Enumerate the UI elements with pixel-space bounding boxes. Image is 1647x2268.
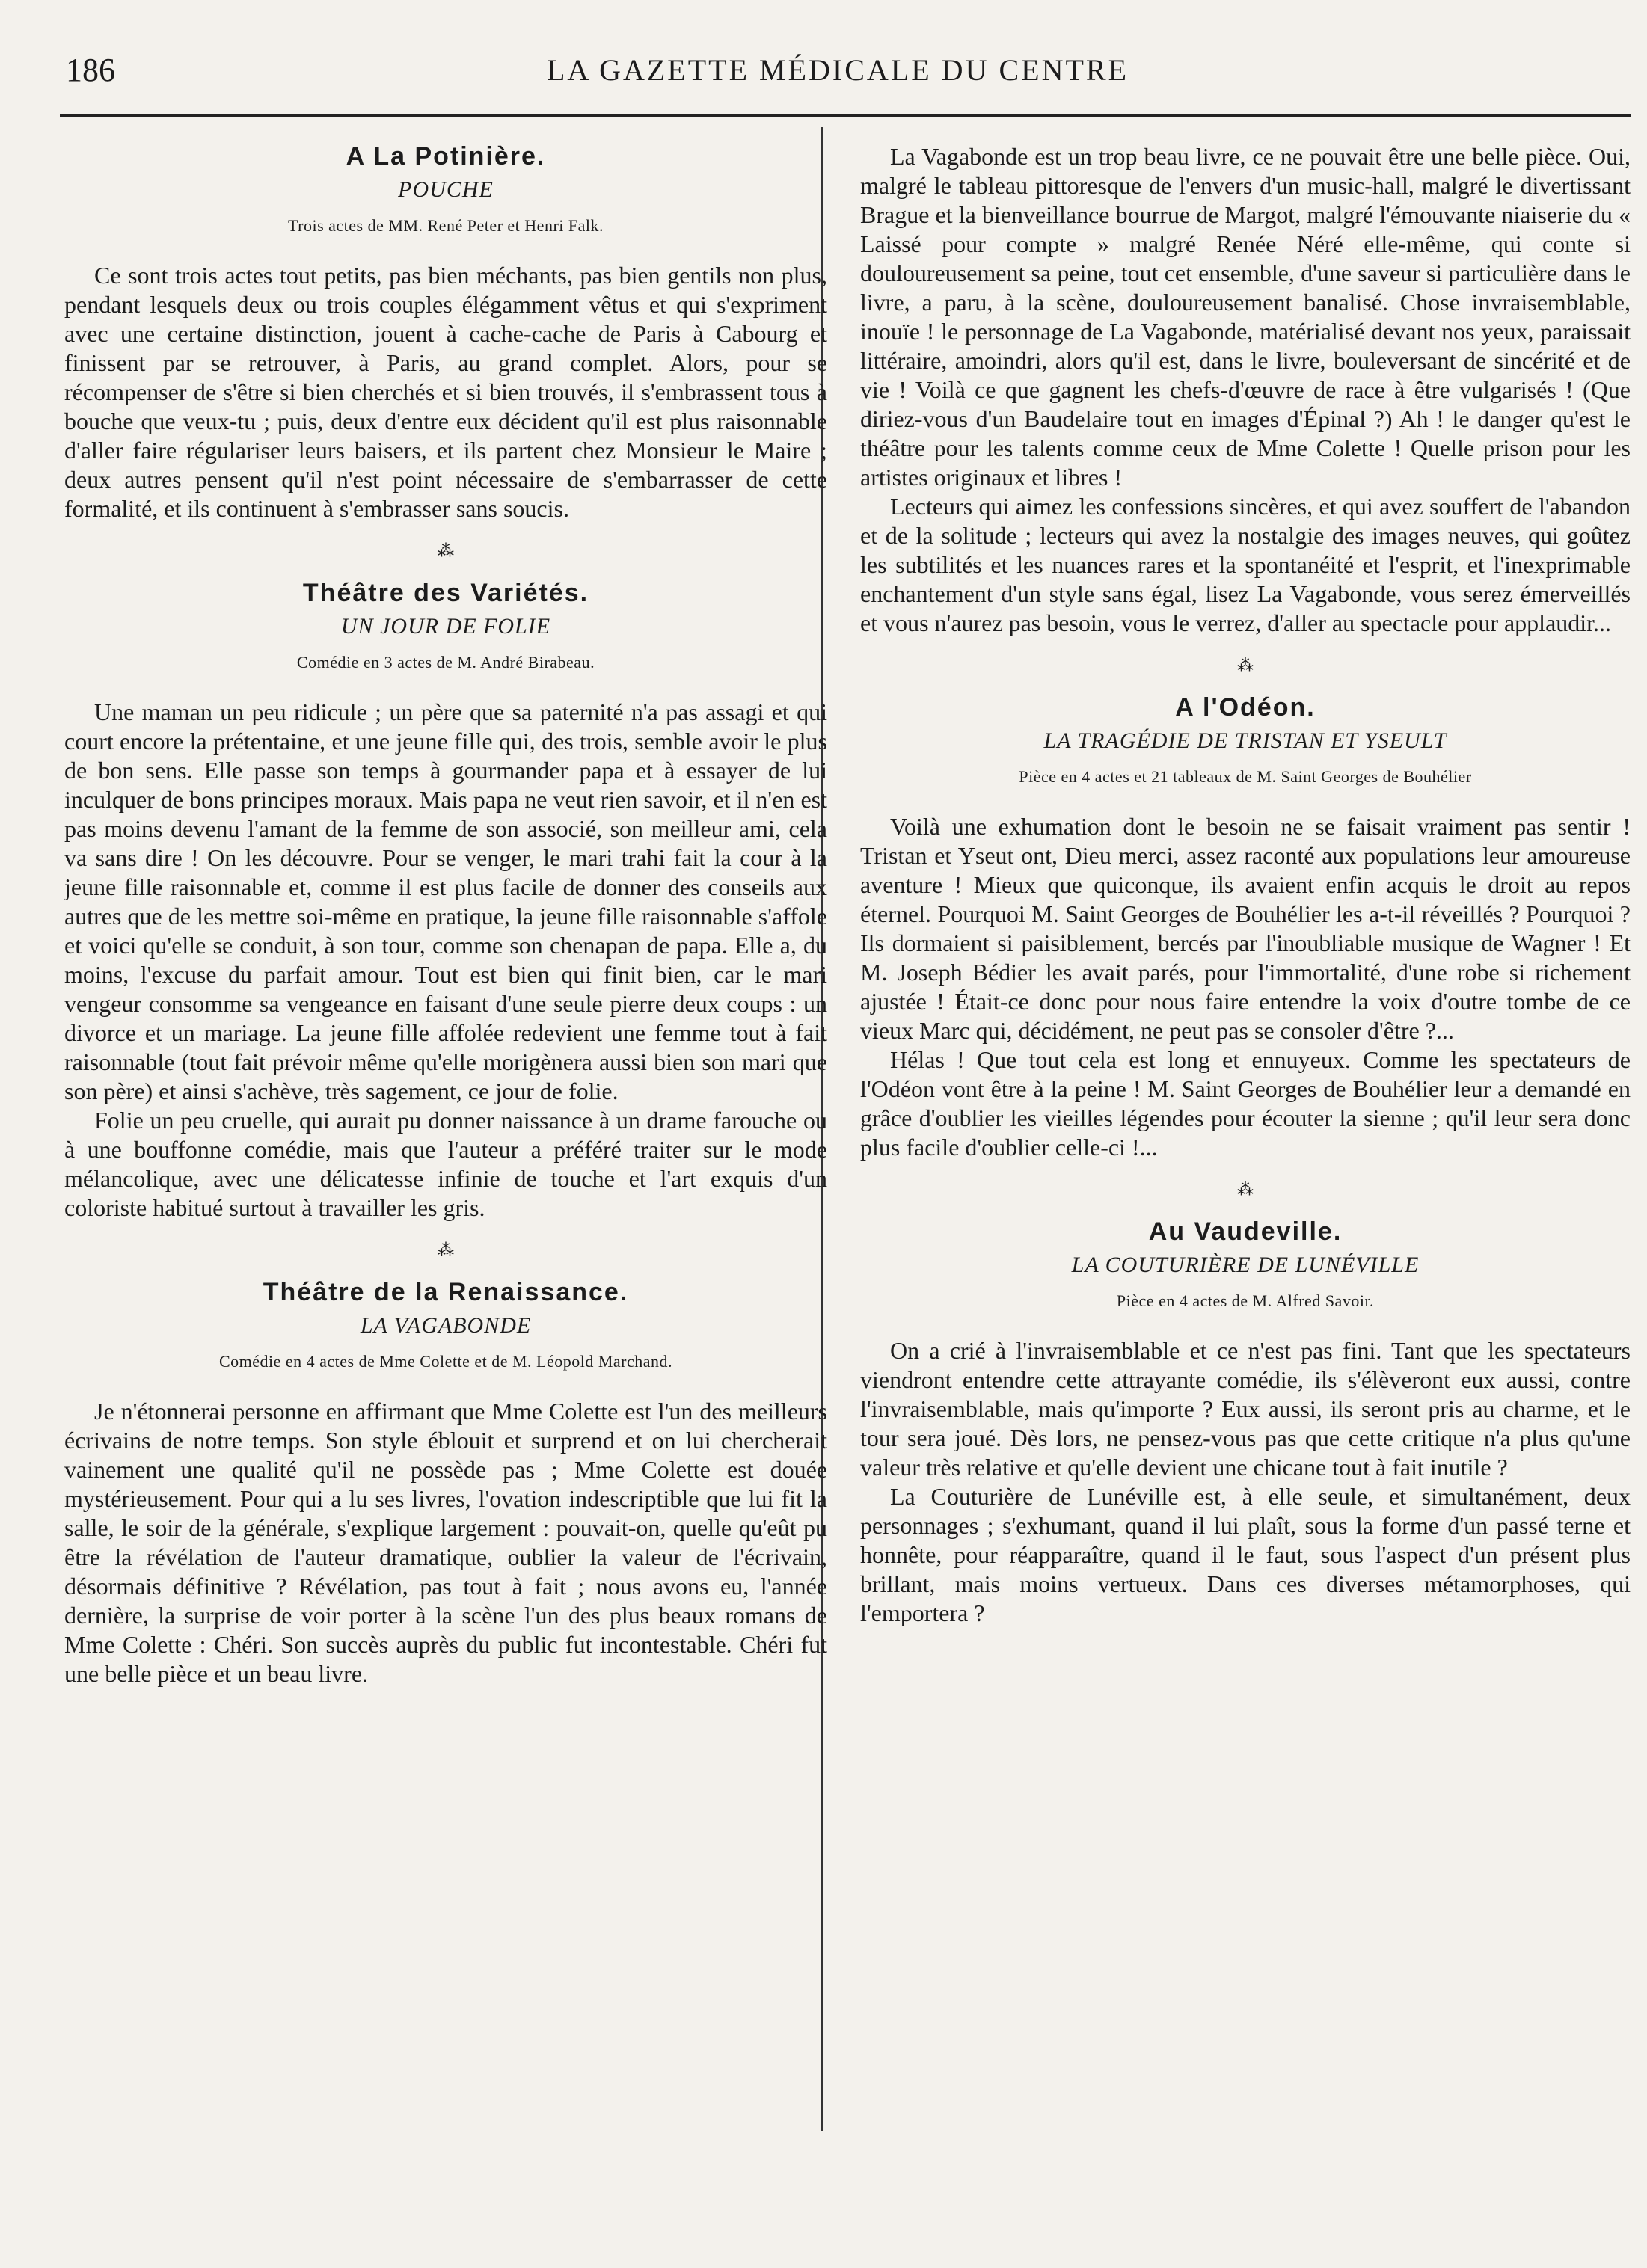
section-heading: Théâtre de la Renaissance. [263,1278,629,1306]
play-title: LA VAGABONDE [360,1313,532,1338]
review-paragraph: Ce sont trois actes tout petits, pas bien méchants, pas bien gentils non plus, pendant lesquels deux ou trois couples élégamment vêtus et qui s'expriment avec une certaine distinction, jouent à cache-cache de Paris à Cabourg et finissent par se retrouver, à Paris, au grand complet. Alors, pour se récompenser de s'être si bien cherchés et si bien trouvés, il s'embrassent tous à bouche que veux-tu ; puis, deux d'entre eux décident qu'il est plus raisonnable d'aller faire régulariser leurs baisers, et ils partent chez Monsieur le Maire ; deux autres pensent qu'il n'est point nécessaire de s'embarrasser de cette formalité, et ils continuent à s'embrasser sans soucis. [64,262,827,522]
play-credit: Comédie en 4 actes de Mme Colette et de M. Léopold Marchand. [218,1352,673,1371]
review-potiniere [64,142,827,523]
review-vaudeville [860,1217,1631,1628]
review-paragraph: On a crié à l'invraisemblable et ce n'est pas fini. Tant que les spectateurs viendront entendre cette attrayante comédie, ils s'élèveront eux aussi, contre l'invraisemblable, mais qu'importe ? Eux aussi, ils seront pris au charme, et le tour sera joué. Dès lors, ne pensez-vous pas que cette critique n'a plus qu'une valeur très relative et qu'elle devient une chicane tout à fait inutile ? [860,1337,1631,1481]
section-heading: A La Potinière. [346,142,546,170]
left-column [64,142,827,1688]
section-heading: A l'Odéon. [1175,693,1316,722]
review-odeon [860,693,1631,1162]
page-header [60,45,1616,97]
play-credit: Pièce en 4 actes et 21 tableaux de M. Saint Georges de Bouhélier [1019,767,1472,786]
play-title: LA TRAGÉDIE DE TRISTAN ET YSEULT [1043,728,1447,753]
play-credit: Pièce en 4 actes de M. Alfred Savoir. [1116,1291,1375,1310]
review-paragraph: Une maman un peu ridicule ; un père que sa paternité n'a pas assagi et qui court encore la prétentaine, et une jeune fille qui, des trois, semble avoir le plus de bon sens. Elle passe son temps à gourmander papa et à essayer de lui inculquer de bons principes moraux. Mais papa ne veut rien savoir, et il n'en est pas moins devenu l'amant de la femme de son associé, son meilleur ami, cela va sans dire ! On les découvre. Pour se venger, le mari trahi fait la cour à la jeune fille raisonnable et, comme il est plus facile de donner des conseils aux autres que de les mettre soi-même en pratique, la jeune fille raisonnable s'affole et voici qu'elle se conduit, à son tour, comme son chenapan de papa. Elle a, du moins, l'excuse du parfait amour. Tout est bien qui finit bien, car le mari vengeur consomme sa vengeance en faisant d'une seule pierre deux coups : un divorce et un mariage. La jeune fille affolée redevient une femme tout à fait raisonnable (tout fait prévoir même qu'elle morigènera aussi bien son mari que son père) et ainsi s'achève, très sagement, ce jour de folie. [64,698,827,1104]
review-paragraph: Je n'étonnerai personne en affirmant que Mme Colette est l'un des meilleurs écrivains de notre temps. Son style éblouit et surprend et on lui chercherait vainement une qualité qu'il ne possède pas ; Mme Colette est douée mystérieusement. Pour qui a lu ses livres, l'ovation indescriptible que lui fit la salle, le soir de la générale, s'explique largement : pouvait-on, quelle qu'eût pu être la révélation de l'auteur dramatique, oublier la valeur de l'écrivain, désormais définitive ? Révélation, pas tout à fait ; nous avons eu, l'année dernière, la surprise de voir porter à la scène l'un des plus beaux romans de Mme Colette : Chéri. Son succès auprès du public fut incontestable. Chéri fut une belle pièce et un beau livre. [64,1398,827,1687]
review-paragraph: Hélas ! Que tout cela est long et ennuyeux. Comme les spectateurs de l'Odéon vont être à la peine ! M. Saint Georges de Bouhélier leur a demandé en grâce d'oublier les vieilles légendes pour écouter la sienne ; qu'il leur sera donc plus facile d'oublier celle-ci !... [860,1046,1631,1161]
section-separator: ⁂ [438,541,454,560]
play-title: UN JOUR DE FOLIE [340,614,551,639]
review-paragraph: Voilà une exhumation dont le besoin ne se faisait vraiment pas sentir ! Tristan et Yseut ont, Dieu merci, assez raconté aux populations leur amoureuse aventure ! Mieux que quiconque, ils avaient enfin acquis le droit au repos éternel. Pourquoi M. Saint Georges de Bouhélier les a-t-il réveillés ? Pourquoi ? Ils dormaient si paisiblement, bercés par l'inoubliable musique de Wagner ! Et M. Joseph Bédier les avait parés, pour l'immortalité, d'une robe si richement ajustée ! Était-ce donc pour nous faire entendre la voix d'outre tombe de ce vieux Marc qui, décidément, ne peut pas se consoler d'être ?... [860,813,1631,1044]
play-title: POUCHE [398,177,494,202]
play-credit: Trois actes de MM. René Peter et Henri Falk. [287,216,604,235]
review-paragraph: La Couturière de Lunéville est, à elle seule, et simultanément, deux personnages ; s'exhumant, quand il lui plaît, sous la forme d'un passé terne et honnête, pour réapparaître, quand il le faut, sous l'aspect d'un présent plus brillant, mais moins vertueux. Dans ces diverses métamorphoses, qui l'emportera ? [860,1483,1631,1626]
review-paragraph: Folie un peu cruelle, qui aurait pu donner naissance à un drame farouche ou à une bouffonne comédie, mais que l'auteur a préféré traiter sur le mode mélancolique, avec une délicatesse infinie de touche et l'art exquis d'un coloriste habitué surtout à travailler les gris. [64,1107,827,1221]
page-number: 186 [66,52,115,88]
review-paragraph: Lecteurs qui aimez les confessions sincères, et qui avez souffert de l'abandon et de la solitude ; lecteurs qui avez la nostalgie des images neuves, qui goûtez les subtilités et les nuances rares et la spontanéité et l'esprit, et l'inexprimable enchantement d'un style sans égal, lisez La Vagabonde, vous serez émerveillés et vous n'aurez pas besoin, vous le verrez, d'aller au spectacle pour applaudir... [860,493,1631,636]
section-separator: ⁂ [1237,1180,1254,1199]
section-separator: ⁂ [1237,656,1254,674]
play-title: LA COUTURIÈRE DE LUNÉVILLE [1071,1253,1420,1277]
right-column [860,142,1631,1628]
section-heading: Théâtre des Variétés. [302,579,589,607]
review-renaissance [64,1278,827,1688]
play-credit: Comédie en 3 actes de M. André Birabeau. [296,653,595,672]
review-varietes [64,579,827,1223]
journal-title: LA GAZETTE MÉDICALE DU CENTRE [546,53,1129,87]
section-heading: Au Vaudeville. [1148,1217,1343,1246]
header-rule [60,114,1631,117]
review-paragraph: La Vagabonde est un trop beau livre, ce ne pouvait être une belle pièce. Oui, malgré le tableau pittoresque de l'envers d'un music-hall, malgré le divertissant Brague et la bienveillance bourrue de Margot, malgré l'émouvante niaiserie du « Laissé pour compte » malgré Renée Néré elle-même, qui conte si douloureusement sa peine, tout cet ensemble, d'une saveur si particulière dans le livre, a paru, à la scène, douloureusement banalisé. Chose invraisemblable, inouïe ! le personnage de La Vagabonde, matérialisé devant nos yeux, paraissait littéraire, amoindri, alors qu'il est, dans le livre, bouleversant de sincérité et de vie ! Voilà ce que gagnent les chefs-d'œuvre de race à être vulgarisés ! (Que diriez-vous d'un Baudelaire tout en images d'Épinal ?) Ah ! le danger qu'est le théâtre pour les talents comme ceux de Mme Colette ! Quelle prison pour les artistes originaux et libres ! [860,143,1631,491]
section-separator: ⁂ [438,1241,454,1259]
